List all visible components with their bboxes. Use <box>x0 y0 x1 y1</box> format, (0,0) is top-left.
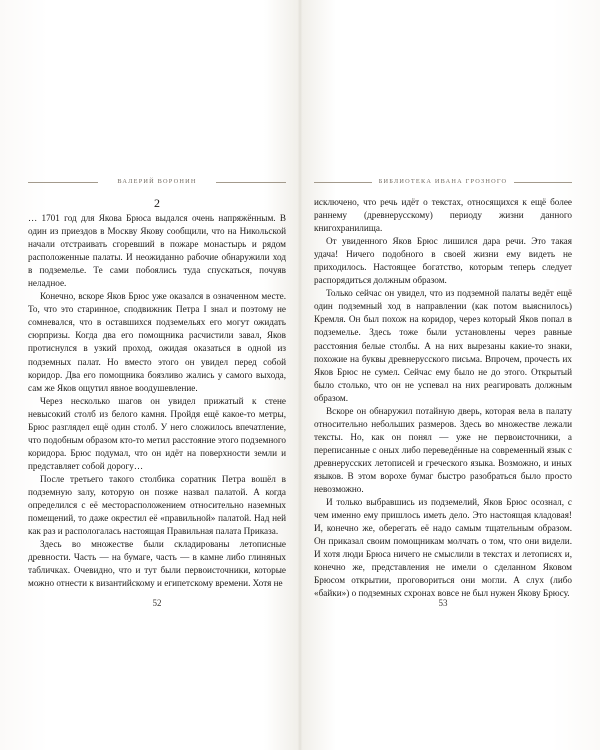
right-page <box>314 176 572 600</box>
left-page-body <box>28 212 286 590</box>
paragraph: Здесь во множестве были складированы летописные древности. Часть — на бумаге, часть — в камне либо глиняных табличках. Очевидно, что и тут были первоисточники, которые можно отнести к византийскому и египетскому времени. Хотя не <box>28 539 286 589</box>
paragraph: Вскоре он обнаружил потайную дверь, которая вела в палату относительно небольших размеров. Здесь во множестве лежали тексты. Но, как он понял — уже не первоисточники, а переписанные с оных либо переведённые на современный язык с древнерусских летописей и греческого языка. Возможно, и иных языков. В этом ворохе бумаг быстро разобраться было просто невозможно. <box>314 405 572 495</box>
paragraph: исключено, что речь идёт о текстах, относящихся к ещё более раннему (древнерусскому) периоду жизни данного книгохранилища. <box>314 197 572 234</box>
title-running-head: БИБЛИОТЕКА ИВАНА ГРОЗНОГО <box>373 178 514 185</box>
left-page <box>28 176 286 590</box>
paragraph: От увиденного Яков Брюс лишился дара речи. Это такая удача! Ничего подобного в своей жизни ему видеть не приходилось. Настоящее богатство, которым теперь следует распорядиться должным образом. <box>314 236 572 286</box>
right-page-body <box>314 196 572 600</box>
paragraph: И только выбравшись из подземелий, Яков Брюс осознал, с чем именно ему пришлось иметь дело. Это настоящая кладовая! И, конечно же, оберегать её надо самым тщательным образом. Он приказал своим помощникам молчать о том, что они видели. И хотя люди Брюса ничего не смыслили в текстах и летописях и, конечно же, представления не имели о сделанном Яковом Брюсом открытии, проговориться они могли. А слух (либо «байки») о подземных схронах вовсе не был нужен Якову Брюсу. <box>314 497 572 599</box>
author-running-head: ВАЛЕРИЙ ВОРОНИН <box>111 178 202 185</box>
paragraph: … 1701 год для Якова Брюса выдался очень напряжённым. В один из приездов в Москву Якову сообщили, что на Никольской начали отстраивать сгоревший в пожаре монастырь и рядом расположенные палаты. И неожиданно рабочие обнаружили ход в подземелье. Те сами побоялись туда спускаться, почуяв неладное. <box>28 213 286 289</box>
running-head-left <box>28 176 286 188</box>
page-number-left: 52 <box>152 598 162 608</box>
paragraph: Только сейчас он увидел, что из подземной палаты ведёт ещё один подземный ход в направлении (как потом выяснилось) Кремля. Он был похож на коридор, через который Яков попал в подземелье. Здесь тоже были установлены через равные расстояния белые столбы. А на них вырезаны какие-то знаки, похожие на буквы древнерусского письма. Впрочем, прочесть их Яков Брюс не сумел. Сейчас ему было не до этого. Открытый было столько, что он не успевал на них реагировать должным образом. <box>314 288 572 403</box>
paragraph: После третьего такого столбика соратник Петра вошёл в подземную залу, которую он позже назвал палатой. А когда определился с её месторасположением относительно наземных помещений, то даже окрестил её «правильной» палатой. Над ней как раз и распологалась настоящая Правильная палата Приказа. <box>28 473 286 537</box>
chapter-number: 2 <box>154 196 160 210</box>
page-number-right: 53 <box>438 598 448 608</box>
paragraph: Через несколько шагов он увидел прижатый к стене невысокий столб из белого камня. Пройдя ещё какое-то метры, Брюс разглядел ещё один столб. У него сложилось впечатление, что подобным образом кто-то метил расстояние этого подземного коридора. Брюс подумал, что он идёт на поверхности земли и представляет собой дорогу… <box>28 395 286 471</box>
running-head-right <box>314 176 572 188</box>
paragraph: Конечно, вскоре Яков Брюс уже оказался в означенном месте. То, что это старинное, сподвижник Петра I знал и поэтому не сомневался, что в оставшихся подземельях его могут ожидать сюрпризы. Когда два его помощника расчистили завал, Яков протиснулся в узкий проход, ожидая оказаться в одной из подземных палат. Но вместо этого он увидел перед собой коридор. Два его помощника боязливо жались у самого выхода, сам же Яков ощутил явное воодушевление. <box>28 291 286 393</box>
